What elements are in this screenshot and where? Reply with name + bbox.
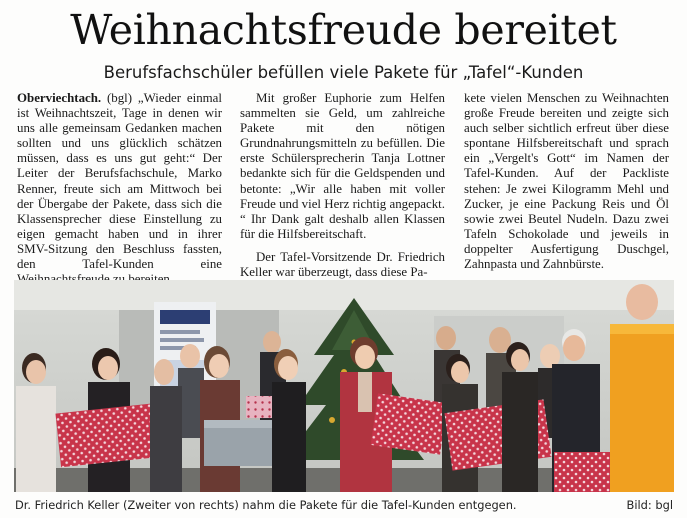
article-subheadline: Berufsfachschüler befüllen viele Pakete für „Tafel“-Kunden [103,63,584,82]
photo-credit: Bild: bgl [626,498,673,512]
article-column-2 [240,91,445,280]
group-photo-illustration [14,280,674,492]
article-column-1 [17,91,222,287]
article-paragraph: Mit großer Euphorie zum Helfen sammelten sie Geld, um zahlreiche Pakete mit den nötigen Grundnahrungsmitteln zu befüllen. Die erste Schülersprecherin Tanja Lottner bedankte sich für die Geldspenden und betonte: „Wir alle haben mit voller Freude und viel Herz richtig angepackt. “ Ihr Dank galt deshalb allen Klassen für die Hilfsbereitschaft. [240,91,445,241]
article-paragraph: kete vielen Menschen zu Weihnachten große Freude bereiten und zeigte sich auch selber sichtlich erfreut über diese spontane Hilfsbereitschaft und sprach ein „Vergelt's Gott“ im Namen der Tafel-Kunden. Auf der Packliste stehen: Je zwei Kilogramm Mehl und Zucker, je eine Packung Reis und Öl sowie zwei Beutel Nudeln. Dazu zwei Tafeln Schokolade und jeweils in doppelter Ausfertigung Duschgel, Zahnpasta und Zahnbürste. [464,91,669,272]
article-headline: Weihnachtsfreude bereitet [70,6,617,54]
photo-caption: Dr. Friedrich Keller (Zweiter von rechts) nahm die Pakete für die Tafel-Kunden entgegen. [15,498,517,512]
article-paragraph: Der Tafel-Vorsitzende Dr. Friedrich Keller war überzeugt, dass diese Pa- [240,249,445,280]
article-photo [14,280,674,492]
article-column-3 [464,91,669,272]
photo-caption-row [15,495,673,515]
article-paragraph: Oberviechtach. (bgl) „Wieder einmal ist Weihnachtszeit, Tage in denen wir uns alle gemeinsam Gedanken machen sollten und uns glücklich schätzen müssen, dass es uns gut geht:“ Der Leiter der Berufsfachschule, Marko Renner, freute sich am Mittwoch bei der Übergabe der Pakete, dass sich die Klassensprecher diese Einstellung zu eigen gemacht haben und in ihrer SMV-Sitzung den Beschluss fassten, den Tafel-Kunden eine [17,91,222,272]
article-dateline: Oberviechtach. [17,91,102,105]
